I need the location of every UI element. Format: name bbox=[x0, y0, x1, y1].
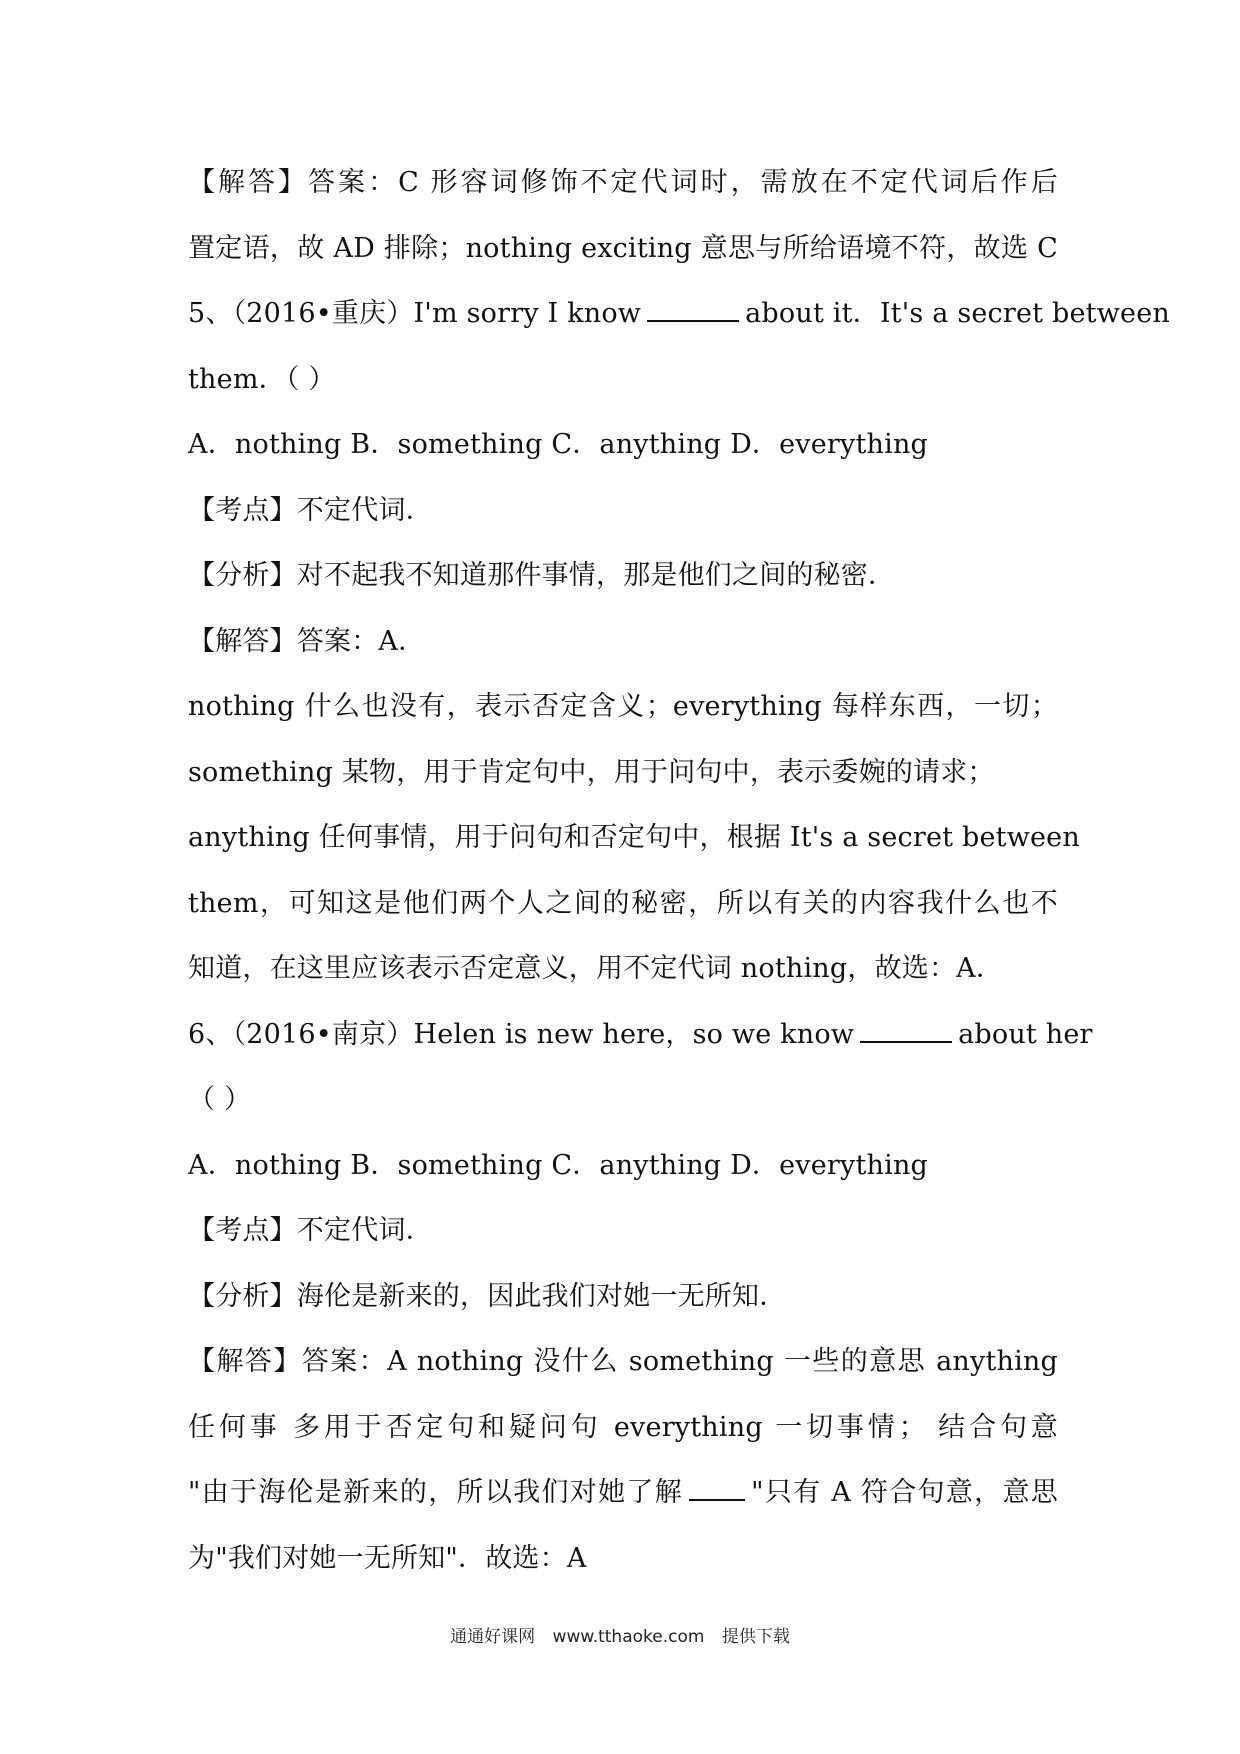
q6-stem-line-2: （ ） bbox=[188, 1084, 252, 1115]
q5-stem-part-a: 5、（2016•重庆）I'm sorry I know bbox=[188, 298, 642, 329]
footer-site-name: 通通好课网 bbox=[450, 1627, 536, 1647]
q5-stem-part-b: about it．It's a secret between bbox=[745, 298, 1170, 329]
document-body bbox=[188, 150, 1170, 1591]
q6-kaodian: 【考点】不定代词． bbox=[188, 1215, 433, 1246]
q5-stem-line-2: them．（ ） bbox=[188, 363, 336, 395]
q5-fenxi: 【分析】对不起我不知道那件事情，那是他们之间的秘密． bbox=[188, 560, 896, 591]
page-footer bbox=[0, 1622, 1240, 1647]
q5-explanation-line-4: them，可知这是他们两个人之间的秘密，所以有关的内容我什么也不 bbox=[188, 887, 1058, 919]
q6-fenxi: 【分析】海伦是新来的，因此我们对她一无所知． bbox=[188, 1280, 787, 1312]
footer-url: www.tthaoke.com bbox=[552, 1627, 705, 1647]
q5-kaodian: 【考点】不定代词． bbox=[188, 494, 433, 526]
q5-jieda: 【解答】答案：A． bbox=[188, 625, 426, 657]
q6-stem-line-1 bbox=[188, 1002, 1093, 1068]
q6-options: A．nothing B．something C．anything D．everything bbox=[188, 1149, 929, 1181]
q5-explanation-line-1: nothing 什么也没有，表示否定含义；everything 每样东西，一切； bbox=[188, 691, 1058, 722]
q6-jieda-line-2: 任何事 多用于否定句和疑问句 everything 一切事情； 结合句意 bbox=[188, 1411, 1058, 1443]
q6-jieda-part-a: "由于海伦是新来的，所以我们对她了解 bbox=[188, 1477, 684, 1508]
q5-explanation-line-5: 知道，在这里应该表示否定意义，用不定代词 nothing，故选：A． bbox=[188, 953, 1004, 984]
q6-jieda-blank bbox=[689, 1471, 745, 1501]
q4-answer-line-1: 【解答】答案：C 形容词修饰不定代词时，需放在不定代词后作后 bbox=[188, 167, 1058, 198]
q6-jieda-line-1: 【解答】答案：A nothing 没什么 something 一些的意思 anything bbox=[188, 1346, 1058, 1377]
q6-jieda-part-b: "只有 A 符合句意，意思 bbox=[751, 1477, 1058, 1508]
q6-stem-part-b: about her bbox=[958, 1018, 1093, 1050]
footer-note: 提供下载 bbox=[721, 1627, 790, 1647]
q5-stem-line-1 bbox=[188, 281, 1170, 347]
q5-explanation-line-2: something 某物，用于肯定句中，用于问句中，表示委婉的请求； bbox=[188, 756, 995, 788]
q6-jieda-line-4: 为"我们对她一无所知"．故选：A bbox=[188, 1542, 587, 1574]
q6-answer-blank bbox=[860, 1012, 952, 1042]
q5-explanation-line-3: anything 任何事情，用于问句和否定句中，根据 It's a secret between bbox=[188, 822, 1080, 853]
q5-answer-blank bbox=[647, 292, 739, 322]
q5-options: A．nothing B．something C．anything D．everything bbox=[188, 429, 929, 460]
q6-jieda-line-3 bbox=[188, 1460, 1058, 1526]
q6-stem-part-a: 6、（2016•南京）Helen is new here，so we know bbox=[188, 1018, 855, 1050]
q4-answer-line-2: 置定语，故 AD 排除；nothing exciting 意思与所给语境不符，故选 C bbox=[188, 232, 1058, 264]
